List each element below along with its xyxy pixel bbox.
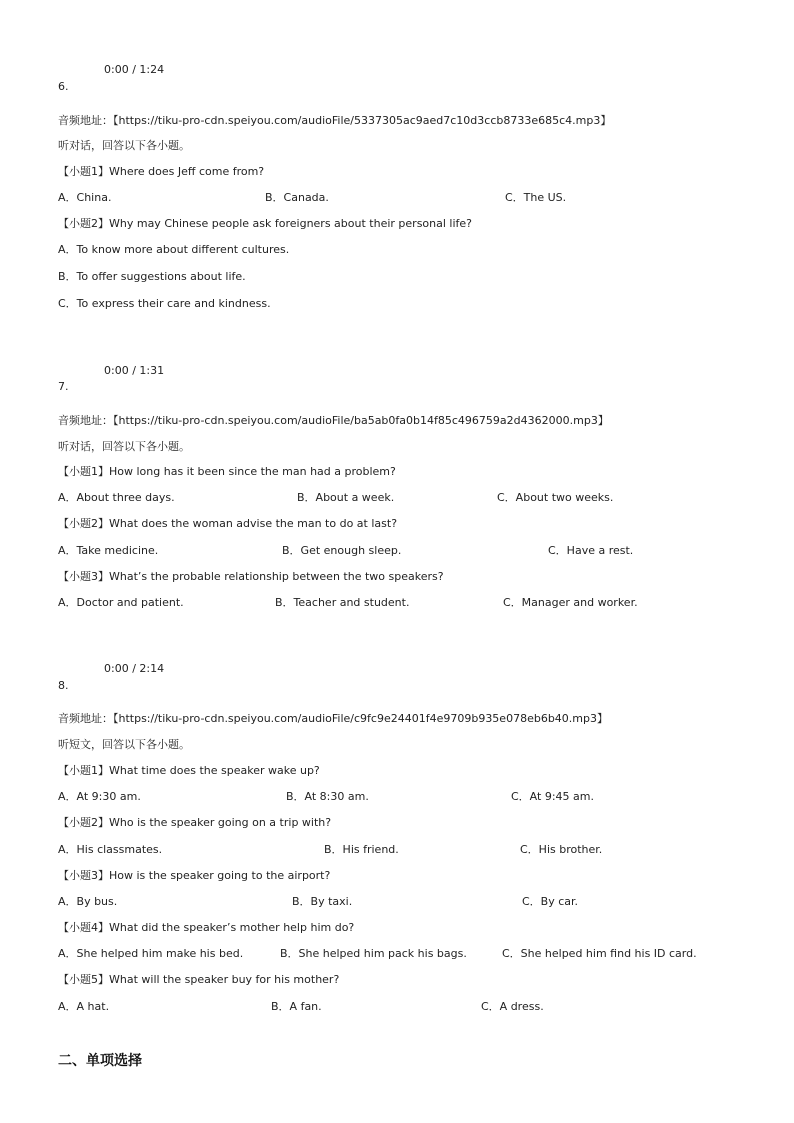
sub-question: 【小题2】Why may Chinese people ask foreigners about their personal life? xyxy=(58,217,473,230)
question-number: 6. xyxy=(58,80,69,93)
option-b: B．Canada. xyxy=(265,191,329,204)
option-b: B．His friend. xyxy=(324,843,399,856)
option-c: C．His brother. xyxy=(520,843,603,856)
option-a: A．His classmates. xyxy=(58,843,163,856)
option-b: B．By taxi. xyxy=(292,895,353,908)
audio-url: 音频地址：【https://tiku-pro-cdn.speiyou.com/audioFile/c9fc9e24401f4e9709b935e078eb6b40.mp3】 xyxy=(58,712,608,725)
option-c: C．A dress. xyxy=(481,1000,544,1013)
option-a: A．China. xyxy=(58,191,112,204)
option-a: A．A hat. xyxy=(58,1000,110,1013)
sub-question: 【小题5】What will the speaker buy for his mother? xyxy=(58,973,340,986)
sub-question: 【小题4】What did the speaker’s mother help him do? xyxy=(58,921,355,934)
instruction: 听对话，回答以下各小题。 xyxy=(58,139,190,152)
option-a: A．About three days. xyxy=(58,491,175,504)
sub-question: 【小题1】Where does Jeff come from? xyxy=(58,165,265,178)
section-title: 二、单项选择 xyxy=(58,1053,142,1069)
option-a: A．She helped him make his bed. xyxy=(58,947,244,960)
option-a: A．Doctor and patient. xyxy=(58,596,184,609)
option-a: A．Take medicine. xyxy=(58,544,159,557)
question-number: 8. xyxy=(58,679,69,692)
sub-question: 【小题1】What time does the speaker wake up? xyxy=(58,764,320,777)
audio-url: 音频地址：【https://tiku-pro-cdn.speiyou.com/audioFile/5337305ac9aed7c10d3ccb8733e685c4.mp3】 xyxy=(58,114,612,127)
option-b: B．A fan. xyxy=(271,1000,322,1013)
instruction: 听对话，回答以下各小题。 xyxy=(58,440,190,453)
option-a: A．At 9:30 am. xyxy=(58,790,141,803)
option-c: C．At 9:45 am. xyxy=(511,790,594,803)
option-b: B．To offer suggestions about life. xyxy=(58,270,246,283)
option-a: A．To know more about different cultures. xyxy=(58,243,290,256)
option-b: B．Get enough sleep. xyxy=(282,544,402,557)
sub-question: 【小题2】What does the woman advise the man to do at last? xyxy=(58,517,398,530)
audio-player-time[interactable]: 0:00 / 2:14 xyxy=(104,662,165,675)
option-c: C．She helped him find his ID card. xyxy=(502,947,697,960)
option-c: C．To express their care and kindness. xyxy=(58,297,271,310)
audio-url: 音频地址：【https://tiku-pro-cdn.speiyou.com/audioFile/ba5ab0fa0b14f85c496759a2d4362000.mp3】 xyxy=(58,414,609,427)
audio-player-time[interactable]: 0:00 / 1:31 xyxy=(104,364,165,377)
option-b: B．She helped him pack his bags. xyxy=(280,947,467,960)
option-a: A．By bus. xyxy=(58,895,118,908)
question-number: 7. xyxy=(58,380,69,393)
sub-question: 【小题3】What’s the probable relationship between the two speakers? xyxy=(58,570,444,583)
instruction: 听短文，回答以下各小题。 xyxy=(58,738,190,751)
sub-question: 【小题3】How is the speaker going to the airport? xyxy=(58,869,331,882)
sub-question: 【小题1】How long has it been since the man had a problem? xyxy=(58,465,396,478)
option-c: C．Manager and worker. xyxy=(503,596,638,609)
option-c: C．Have a rest. xyxy=(548,544,634,557)
option-b: B．At 8:30 am. xyxy=(286,790,369,803)
option-c: C．About two weeks. xyxy=(497,491,614,504)
option-b: B．Teacher and student. xyxy=(275,596,410,609)
sub-question: 【小题2】Who is the speaker going on a trip with? xyxy=(58,816,332,829)
option-c: C．By car. xyxy=(522,895,579,908)
option-b: B．About a week. xyxy=(297,491,395,504)
audio-player-time[interactable]: 0:00 / 1:24 xyxy=(104,63,165,76)
option-c: C．The US. xyxy=(505,191,567,204)
